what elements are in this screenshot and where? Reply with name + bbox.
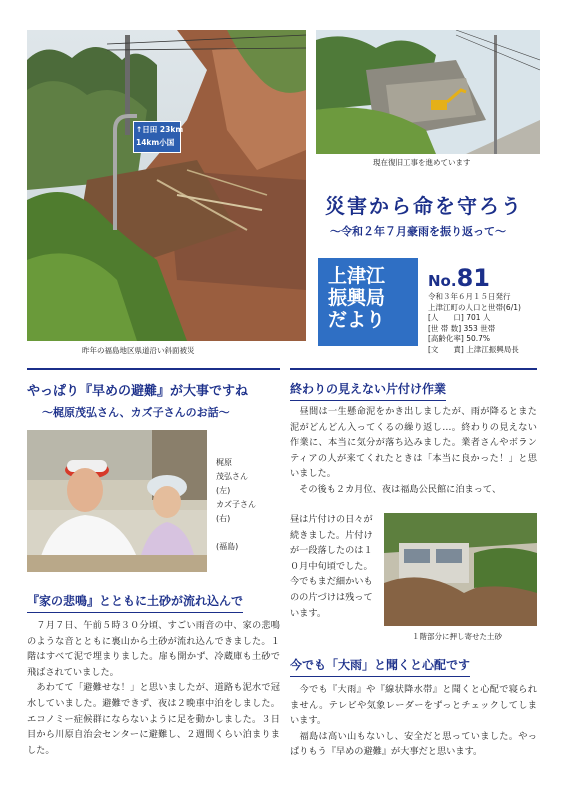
road-sign bbox=[133, 121, 184, 153]
page-subtitle: 〜令和２年７月豪雨を振り返って〜 bbox=[330, 225, 506, 238]
right-paragraph-3: 今でも『大雨』や『線状降水帯』と聞くと心配で寝られません。テレビや気象レーダーをずっとチェックしてしまいます。 bbox=[290, 684, 537, 727]
landslide-photo bbox=[27, 30, 306, 341]
right-top-rule bbox=[290, 368, 537, 370]
repair-photo bbox=[316, 30, 540, 154]
page-title: 災害から命を守ろう bbox=[325, 194, 523, 218]
right-heading-2: 今でも「大雨」と聞くと心配です bbox=[290, 656, 470, 677]
issue-number bbox=[428, 264, 490, 292]
right-paragraph-1: 昼間は一生懸命泥をかき出しましたが、雨が降るとまた泥がどんどん入ってくるの繰り返し…。終わりの見えない作業に、本当に気分が落ち込みました。業者さんやボランティアの人が来てくれたときは「本当に良かった！」と思いました。 bbox=[290, 406, 537, 480]
right-body-2 bbox=[290, 682, 537, 760]
left-body bbox=[27, 618, 280, 758]
landslide-caption: 昨年の福島地区県道沿い斜面被災 bbox=[82, 346, 195, 355]
logo-line-1: 上津江 bbox=[328, 265, 386, 287]
sign-dist2: 14km bbox=[136, 138, 160, 147]
left-paragraph-1: ７月７日、午前５時３０分頃、すごい雨音の中、家の悲鳴のような音とともに裏山から土砂が流れ込んできました。１階はすべて泥で埋まりました。扉も開かず、冷蔵庫も土砂で飛ばされていました。 bbox=[27, 620, 280, 678]
info-line-date: 令和３年６月１５日発行 bbox=[428, 292, 511, 301]
people-caption bbox=[216, 456, 256, 554]
left-paragraph-2: あわてて「避難せな！」と思いましたが、道路も泥水で冠水していました。避難できず、夜は２晩車中泊をしました。エコノミー症候群にならないように足を動かしました。３日目から川原自治会センターに避難し、２週間くらい泊まりました。 bbox=[27, 682, 280, 756]
info-line-aging: [高齢化率] 50.7% bbox=[428, 334, 491, 344]
info-line-editor: [文 責] 上津江振興局長 bbox=[428, 344, 519, 354]
logo-line-3: だより bbox=[328, 309, 386, 331]
right-body-1 bbox=[290, 404, 537, 498]
sign-dist1: 23km bbox=[159, 125, 184, 134]
sign-arrow-icon: ↑ bbox=[136, 125, 143, 134]
people-caption-line-1: 梶原 bbox=[216, 458, 232, 467]
people-caption-line-2: 茂弘さん bbox=[216, 472, 248, 481]
sign-line1: 日田 bbox=[142, 125, 158, 134]
right-paragraph-2: その後も２カ月位、夜は福島公民館に泊まって、 bbox=[290, 483, 502, 495]
right-heading-1: 終わりの見えない片付け作業 bbox=[290, 380, 446, 401]
info-line-population: [人 口] 701 人 bbox=[428, 313, 491, 323]
people-caption-line-7: (福島) bbox=[216, 542, 239, 551]
logo-line-2: 振興局 bbox=[328, 287, 386, 309]
mud-photo bbox=[384, 513, 537, 626]
left-subheading: 〜梶原茂弘さん、カズ子さんのお話〜 bbox=[42, 406, 230, 419]
repair-caption: 現在復旧工事を進めています bbox=[373, 158, 471, 167]
left-section-heading: 『家の悲鳴』とともに土砂が流れ込んで bbox=[27, 592, 243, 613]
left-top-rule bbox=[27, 368, 280, 370]
newsletter-logo bbox=[318, 258, 418, 346]
sign-line2: 小国 bbox=[159, 138, 175, 147]
issue-value: 81 bbox=[456, 264, 490, 292]
people-photo bbox=[27, 430, 207, 572]
info-line-heading: 上津江町の人口と世帯(6/1) bbox=[428, 302, 521, 312]
issue-info bbox=[428, 292, 521, 356]
right-narrow-text: 昼は片付けの日々が続きました。片付けが一段落したのは１０月中旬頃でした。今でもまだ細かいものの片づけは残っています。 bbox=[290, 514, 373, 619]
issue-prefix: No. bbox=[428, 272, 457, 290]
left-heading: やっぱり『早めの避難』が大事ですね bbox=[27, 384, 249, 399]
people-caption-line-3: (左) bbox=[216, 486, 231, 495]
people-caption-line-5: (右) bbox=[216, 514, 231, 523]
right-paragraph-4: 福島は高い山もないし、安全だと思っていました。やっぱりもう『早めの避難』が大事だと思います。 bbox=[290, 730, 537, 758]
mud-caption: １階部分に押し寄せた土砂 bbox=[412, 632, 502, 641]
people-caption-line-4: カズ子さん bbox=[216, 500, 256, 509]
info-line-households: [世 帯 数] 353 世帯 bbox=[428, 323, 496, 333]
